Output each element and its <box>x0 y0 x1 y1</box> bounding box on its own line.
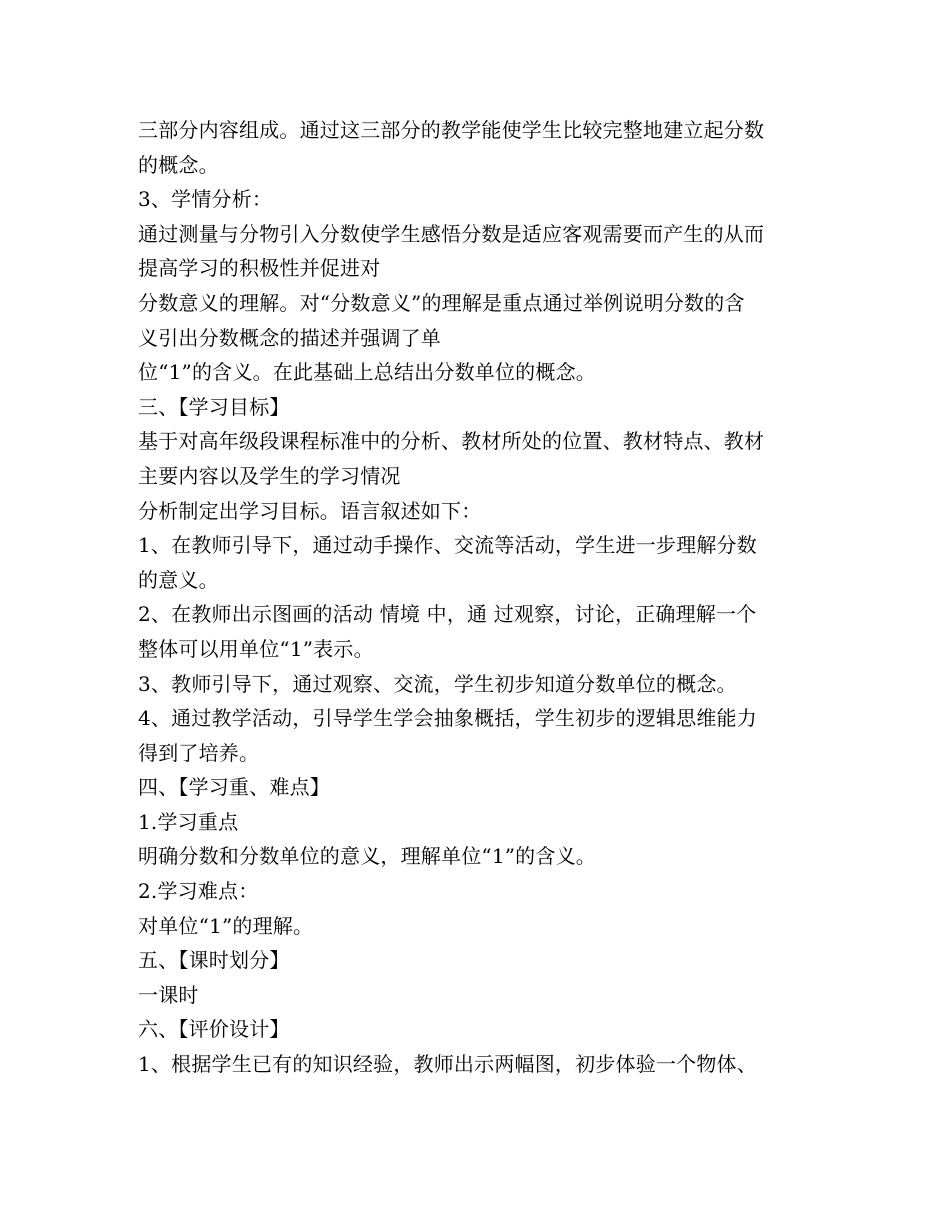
text-line: 得到了培养。 <box>138 740 260 765</box>
section-subheading: 2.学习难点： <box>138 879 259 904</box>
text-line: 的概念。 <box>138 152 219 177</box>
text-line: 一课时 <box>138 982 199 1007</box>
text-line: 主要内容以及学生的学习情况 <box>138 463 401 488</box>
text-line: 分数意义的理解。对“分数意义”的理解是重点通过举例说明分数的含 <box>138 290 745 315</box>
section-heading: 三、【学习目标】 <box>138 394 290 419</box>
text-line: 基于对高年级段课程标准中的分析、教材所处的位置、教材特点、教材 <box>138 429 765 454</box>
list-item: 1、在教师引导下，通过动手操作、交流等活动，学生进一步理解分数 <box>138 533 757 558</box>
list-item: 4、通过教学活动，引导学生学会抽象概括，学生初步的逻辑思维能力 <box>138 706 757 731</box>
list-item: 1、根据学生已有的知识经验，教师出示两幅图，初步体验一个物体、 <box>138 1052 757 1077</box>
section-subheading: 3、学情分析： <box>138 187 273 212</box>
section-heading: 五、【课时划分】 <box>138 948 290 973</box>
text-line: 整体可以用单位“1”表示。 <box>138 636 374 661</box>
text-line: 对单位“1”的理解。 <box>138 913 314 938</box>
section-heading: 六、【评价设计】 <box>138 1017 290 1042</box>
section-subheading: 1.学习重点 <box>138 809 239 834</box>
text-line: 的意义。 <box>138 567 219 592</box>
text-line: 位“1”的含义。在此基础上总结出分数单位的概念。 <box>138 360 596 385</box>
text-line: 明确分数和分数单位的意义，理解单位“1”的含义。 <box>138 844 596 869</box>
document-body <box>138 113 818 1082</box>
section-heading: 四、【学习重、难点】 <box>138 775 330 800</box>
text-line: 通过测量与分物引入分数使学生感悟分数是适应客观需要而产生的从而 <box>138 221 765 246</box>
list-item: 2、在教师出示图画的活动 情境 中，通 过观察，讨论，正确理解一个 <box>138 602 757 627</box>
text-line: 义引出分数概念的描述并强调了单 <box>138 325 441 350</box>
text-line: 分析制定出学习目标。语言叙述如下： <box>138 498 482 523</box>
text-line: 提高学习的积极性并促进对 <box>138 256 381 281</box>
list-item: 3、教师引导下，通过观察、交流，学生初步知道分数单位的概念。 <box>138 671 737 696</box>
text-line: 三部分内容组成。通过这三部分的教学能使学生比较完整地建立起分数 <box>138 118 765 142</box>
